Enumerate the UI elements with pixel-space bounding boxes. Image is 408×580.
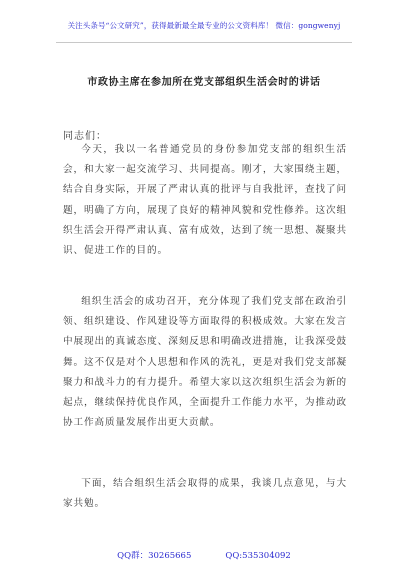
- footer-qq-group: QQ群：30265665: [117, 551, 192, 561]
- footer-contacts: [0, 549, 408, 561]
- footer-qq: QQ:535304092: [225, 551, 291, 561]
- body-paragraph-3: 下面，结合组织生活会取得的成果，我谈几点意见，与大家共勉。: [63, 478, 347, 510]
- document-title: 市政协主席在参加所在党支部组织生活会时的讲话: [87, 77, 321, 88]
- header-banner: 关注头条号“公文研究”，获得最新最全最专业的公文资料库！ 微信：gongwenyj: [67, 21, 341, 30]
- salutation: 同志们：: [63, 131, 107, 142]
- body-paragraph-2: 组织生活会的成功召开，充分体现了我们党支部在政治引领、组织建设、作风建设等方面取得的积极成效。大家在发言中展现出的真诚态度、深刻反思和明确改进措施，让我深受鼓舞。这不仅是对个人思想和作风的洗礼，更是对我们党支部凝聚力和战斗力的有力提升。希望大家以这次组织生活会为新的起点，继续保持优良作风，全面提升工作能力水平，为推动政协工作高质量发展作出更大贡献。: [63, 296, 347, 429]
- header-divider: [56, 42, 352, 43]
- body-paragraph-1: 今天，我以一名普通党员的身份参加党支部的组织生活会，和大家一起交流学习、共同提高。刚才，大家围绕主题，结合自身实际，开展了严肃认真的批评与自我批评，查找了问题，明确了方向，展现了良好的精神风貌和党性修养。这次组织生活会开得严肃认真、富有成效，达到了统一思想、凝聚共识、促进工作的目的。: [63, 144, 347, 257]
